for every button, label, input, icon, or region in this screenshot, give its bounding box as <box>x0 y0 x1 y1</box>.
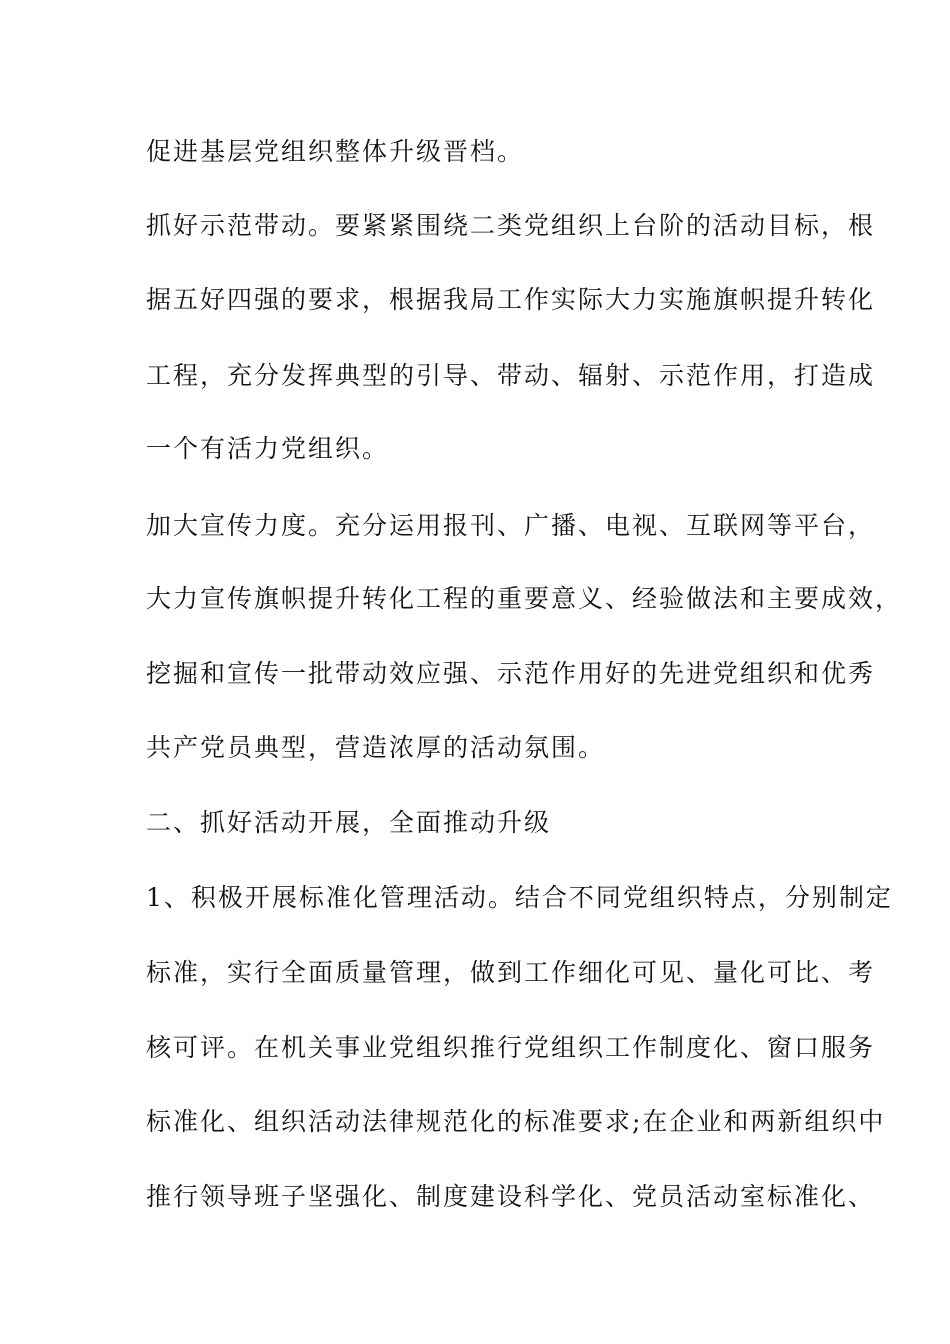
text-line: 促进基层党组织整体升级晋档。 <box>146 137 525 166</box>
text-line: 一个有活力党组织。 <box>146 434 390 463</box>
text-line: 共产党员典型，营造浓厚的活动氛围。 <box>146 733 606 762</box>
text-line: 大力宣传旗帜提升转化工程的重要意义、经验做法和主要成效， <box>146 584 903 613</box>
text-line: 工程，充分发挥典型的引导、带动、辐射、示范作用，打造成 <box>146 361 876 390</box>
text-line: 挖掘和宣传一批带动效应强、示范作用好的先进党组织和优秀 <box>146 659 876 688</box>
text-line: 抓好示范带动。要紧紧围绕二类党组织上台阶的活动目标，根 <box>146 211 876 240</box>
text-line: 标准，实行全面质量管理，做到工作细化可见、量化可比、考 <box>146 958 876 987</box>
text-line: 核可评。在机关事业党组织推行党组织工作制度化、窗口服务 <box>146 1033 876 1062</box>
text-line: 推行领导班子坚强化、制度建设科学化、党员活动室标准化、 <box>146 1182 876 1211</box>
text-line: 加大宣传力度。充分运用报刊、广播、电视、互联网等平台， <box>146 511 876 540</box>
text-line: 标准化、组织活动法律规范化的标准要求;在企业和两新组织中 <box>146 1107 886 1136</box>
text-line: 1、积极开展标准化管理活动。结合不同党组织特点，分别制定 <box>146 883 893 912</box>
section-heading: 二、抓好活动开展，全面推动升级 <box>146 808 552 837</box>
text-line: 据五好四强的要求，根据我局工作实际大力实施旗帜提升转化 <box>146 285 876 314</box>
